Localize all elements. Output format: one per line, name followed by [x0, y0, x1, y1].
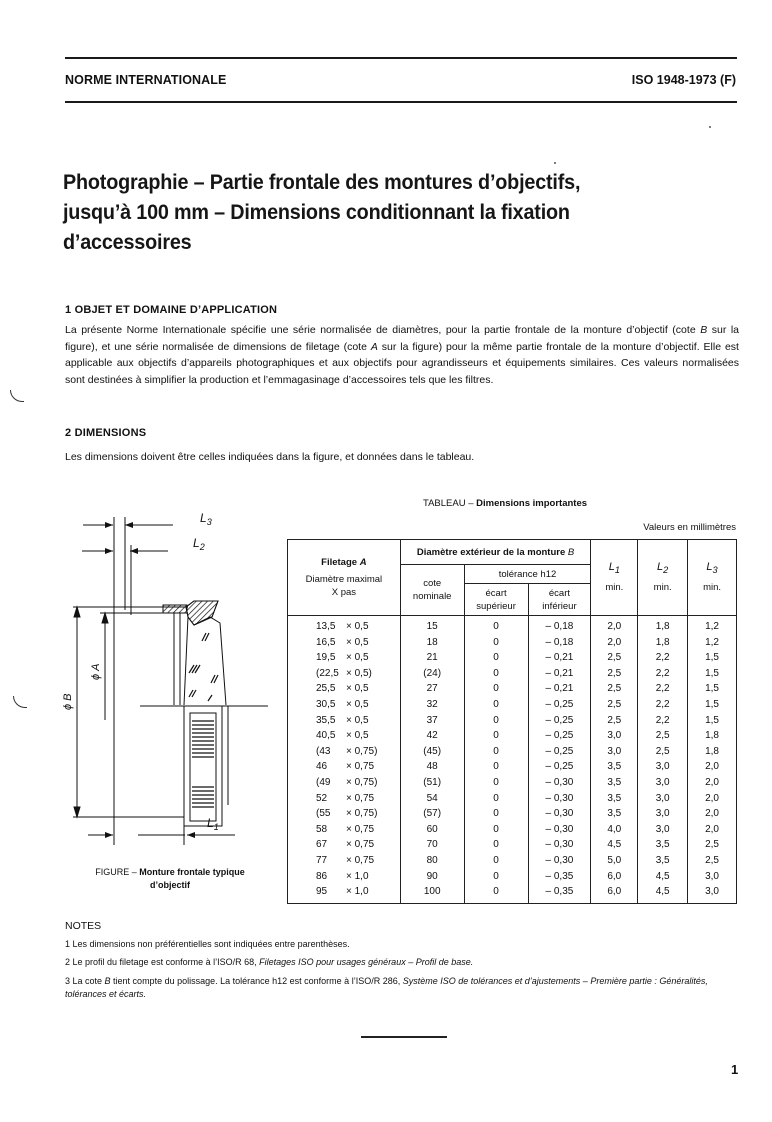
cell-l2: 3,0	[638, 759, 688, 775]
cell-inf: – 0,25	[528, 713, 591, 729]
table-row	[288, 837, 737, 853]
var-b: B	[700, 324, 708, 336]
cell-sup: 0	[464, 869, 528, 885]
label-phi-a: ϕ A	[90, 663, 102, 680]
cell-fil	[288, 869, 401, 885]
cell-cote: (45)	[400, 744, 464, 760]
cell-fil	[288, 884, 401, 903]
cell-fil	[288, 697, 401, 713]
cell-l1: 3,5	[591, 806, 638, 822]
cell-sup: 0	[464, 635, 528, 651]
cell-l1: 2,0	[591, 635, 638, 651]
section-1-paragraph	[65, 322, 739, 388]
text: tient compte du polissage. La tolérance h12 est conforme à l’ISO/R 286,	[110, 976, 403, 986]
text: Filetages ISO pour usages généraux – Profil de base.	[259, 957, 474, 967]
cell-l2: 3,5	[638, 853, 688, 869]
text: 2 Le profil du filetage est conforme à l’ISO/R 68,	[65, 957, 260, 967]
text: La présente Norme Internationale spécifie une série normalisée de diamètres, pour la partie frontale de la monture d’objectif (cote	[65, 324, 701, 336]
cell-l1: 6,0	[591, 884, 638, 903]
cell-fil	[288, 728, 401, 744]
cell-inf: – 0,25	[528, 697, 591, 713]
cell-cote: (24)	[400, 666, 464, 682]
cell-l3: 1,5	[688, 681, 737, 697]
cell-sup: 0	[464, 791, 528, 807]
col-ecart-inferieur: écart inférieur	[528, 584, 591, 616]
cell-l1: 3,0	[591, 744, 638, 760]
document-title	[63, 167, 689, 257]
cell-l3: 3,0	[688, 884, 737, 903]
col-ecart-superieur: écart supérieur	[464, 584, 528, 616]
cell-l2: 2,2	[638, 666, 688, 682]
section-2-heading: 2 DIMENSIONS	[65, 427, 147, 439]
cell-fil	[288, 681, 401, 697]
cell-sup: 0	[464, 775, 528, 791]
cell-l3: 2,0	[688, 791, 737, 807]
cell-inf: – 0,21	[528, 666, 591, 682]
cell-cote: 80	[400, 853, 464, 869]
thread-diameter: 77	[316, 854, 328, 866]
thread-pitch: × 0,5	[346, 698, 369, 710]
thread-diameter: 25,5	[316, 683, 336, 695]
table-row	[288, 869, 737, 885]
thread-diameter: 86	[316, 870, 328, 882]
cell-fil	[288, 713, 401, 729]
section-1-heading: 1 OBJET ET DOMAINE D’APPLICATION	[65, 304, 278, 316]
table-row	[288, 635, 737, 651]
cell-sup: 0	[464, 837, 528, 853]
cell-sup: 0	[464, 713, 528, 729]
cell-l3: 1,2	[688, 616, 737, 635]
cell-l3: 1,2	[688, 635, 737, 651]
cell-inf: – 0,25	[528, 759, 591, 775]
cell-l1: 2,0	[591, 616, 638, 635]
cell-l2: 3,5	[638, 837, 688, 853]
cell-l3: 1,8	[688, 744, 737, 760]
lens-mount-figure	[60, 505, 280, 845]
cell-l2: 2,5	[638, 728, 688, 744]
thread-diameter: 58	[316, 823, 328, 835]
note-2	[65, 956, 745, 969]
cell-l2: 4,5	[638, 884, 688, 903]
table-row	[288, 728, 737, 744]
thread-pitch: × 0,5	[346, 652, 369, 664]
cell-cote: 70	[400, 837, 464, 853]
cell-fil	[288, 822, 401, 838]
cell-l2: 1,8	[638, 616, 688, 635]
cell-l1: 4,0	[591, 822, 638, 838]
cell-l1: 6,0	[591, 869, 638, 885]
thread-diameter: 13,5	[316, 621, 336, 632]
cell-cote: 18	[400, 635, 464, 651]
thread-pitch: × 1,0	[346, 886, 369, 898]
cell-l2: 3,0	[638, 791, 688, 807]
cell-inf: – 0,30	[528, 853, 591, 869]
thread-pitch: × 0,75	[346, 839, 375, 851]
thread-pitch: × 0,5	[346, 683, 369, 695]
cell-l2: 2,2	[638, 713, 688, 729]
cell-fil	[288, 837, 401, 853]
cell-cote: 100	[400, 884, 464, 903]
thread-pitch: × 0,5	[346, 714, 369, 726]
table-row	[288, 853, 737, 869]
label-l1: $L_1$	[207, 816, 219, 832]
section-2-paragraph: Les dimensions doivent être celles indiquées dans la figure, et données dans le tableau.	[65, 451, 475, 463]
cell-sup: 0	[464, 759, 528, 775]
cell-cote: (51)	[400, 775, 464, 791]
cell-l1: 2,5	[591, 666, 638, 682]
cell-l3: 1,8	[688, 728, 737, 744]
cell-fil	[288, 635, 401, 651]
cell-inf: – 0,35	[528, 869, 591, 885]
cell-sup: 0	[464, 697, 528, 713]
col-group-tolerance: tolérance h12	[464, 565, 591, 584]
cell-sup: 0	[464, 853, 528, 869]
table-row	[288, 697, 737, 713]
cell-l1: 3,5	[591, 775, 638, 791]
cell-l3: 3,0	[688, 869, 737, 885]
cell-l3: 2,0	[688, 806, 737, 822]
cell-l2: 3,0	[638, 806, 688, 822]
thread-diameter: 40,5	[316, 730, 336, 742]
cell-fil	[288, 791, 401, 807]
thread-pitch: × 0,75	[346, 761, 375, 773]
cell-fil	[288, 666, 401, 682]
text: TABLEAU –	[423, 498, 477, 509]
table-row	[288, 616, 737, 635]
footnote-rule	[361, 1036, 447, 1038]
thread-pitch: × 0,75	[346, 854, 375, 866]
text: FIGURE –	[95, 867, 140, 877]
cell-inf: – 0,21	[528, 681, 591, 697]
table-row	[288, 666, 737, 682]
thread-diameter: (22,5	[316, 667, 339, 679]
label-phi-b: ϕ B	[62, 693, 74, 710]
thread-pitch: × 0,75	[346, 823, 375, 835]
cell-cote: (57)	[400, 806, 464, 822]
cell-cote: 37	[400, 713, 464, 729]
cell-l2: 2,2	[638, 650, 688, 666]
table-row	[288, 806, 737, 822]
cell-inf: – 0,30	[528, 822, 591, 838]
figure-caption	[70, 866, 270, 892]
cell-sup: 0	[464, 728, 528, 744]
cell-cote: 27	[400, 681, 464, 697]
dimensions-table	[287, 539, 737, 904]
cell-l1: 5,0	[591, 853, 638, 869]
cell-inf: – 0,30	[528, 775, 591, 791]
thread-diameter: 30,5	[316, 698, 336, 710]
note-1: 1 Les dimensions non préférentielles sont indiquées entre parenthèses.	[65, 939, 350, 949]
cell-l1: 2,5	[591, 713, 638, 729]
text: Dimensions importantes	[476, 498, 588, 509]
cell-cote: 54	[400, 791, 464, 807]
title-line-1: Photographie – Partie frontale des montures d’objectifs,	[63, 170, 581, 194]
header-bottom-rule	[65, 101, 737, 103]
cell-cote: 48	[400, 759, 464, 775]
cell-inf: – 0,18	[528, 635, 591, 651]
title-line-3: d’accessoires	[63, 230, 192, 254]
thread-diameter: (49	[316, 776, 331, 788]
cell-cote: 21	[400, 650, 464, 666]
cell-sup: 0	[464, 806, 528, 822]
cell-fil	[288, 744, 401, 760]
cell-sup: 0	[464, 650, 528, 666]
cell-cote: 42	[400, 728, 464, 744]
cell-l3: 1,5	[688, 713, 737, 729]
cell-sup: 0	[464, 616, 528, 635]
cell-fil	[288, 616, 401, 635]
thread-pitch: × 0,75)	[346, 776, 378, 788]
cell-inf: – 0,25	[528, 744, 591, 760]
cell-sup: 0	[464, 744, 528, 760]
cell-inf: – 0,35	[528, 884, 591, 903]
thread-diameter: 67	[316, 839, 328, 851]
cell-l2: 3,0	[638, 775, 688, 791]
cell-cote: 90	[400, 869, 464, 885]
cell-l2: 3,0	[638, 822, 688, 838]
col-l1: $L_1$ min.	[591, 540, 638, 616]
cell-l1: 2,5	[591, 697, 638, 713]
cell-l2: 1,8	[638, 635, 688, 651]
var-b: B	[104, 976, 111, 986]
cell-fil	[288, 806, 401, 822]
cell-fil	[288, 853, 401, 869]
cell-cote: 15	[400, 616, 464, 635]
label-l3: $L_3$	[200, 511, 212, 527]
notes-heading: NOTES	[65, 920, 102, 932]
table-row	[288, 650, 737, 666]
cell-l1: 2,5	[591, 681, 638, 697]
scan-speck	[554, 162, 556, 164]
cell-l1: 2,5	[591, 650, 638, 666]
cell-fil	[288, 650, 401, 666]
table-row	[288, 884, 737, 903]
cell-l1: 4,5	[591, 837, 638, 853]
cell-l1: 3,5	[591, 759, 638, 775]
cell-inf: – 0,30	[528, 791, 591, 807]
thread-pitch: × 0,75	[346, 792, 375, 804]
text: Système ISO de tolérances et d’ajustements – Première partie : Généralités, tolérances et écarts.	[65, 976, 708, 999]
cell-l3: 1,5	[688, 650, 737, 666]
thread-diameter: 16,5	[316, 636, 336, 648]
cell-l2: 2,2	[638, 697, 688, 713]
table-units: Valeurs en millimètres	[643, 522, 736, 533]
text: 3 La cote	[65, 976, 105, 986]
thread-pitch: × 0,5	[346, 636, 369, 648]
cell-sup: 0	[464, 822, 528, 838]
cell-l3: 2,0	[688, 775, 737, 791]
cell-l3: 2,0	[688, 822, 737, 838]
header-standard-type: NORME INTERNATIONALE	[65, 73, 227, 87]
cell-sup: 0	[464, 884, 528, 903]
thread-pitch: × 0,5	[346, 730, 369, 742]
title-line-2: jusqu’à 100 mm – Dimensions conditionnant la fixation	[63, 200, 570, 224]
page-number: 1	[731, 1062, 739, 1077]
var-a: A	[370, 340, 378, 353]
cell-fil	[288, 775, 401, 791]
cell-l3: 2,0	[688, 759, 737, 775]
thread-pitch: × 0,75)	[346, 808, 378, 820]
col-l3: $L_3$ min.	[688, 540, 737, 616]
margin-scan-mark	[13, 696, 27, 708]
cell-l3: 1,5	[688, 697, 737, 713]
cell-l1: 3,5	[591, 791, 638, 807]
table-caption	[423, 498, 587, 509]
table-row	[288, 744, 737, 760]
thread-diameter: 46	[316, 761, 328, 773]
col-l2: $L_2$ min.	[638, 540, 688, 616]
margin-scan-mark	[10, 390, 24, 402]
col-filetage: Filetage A Diamètre maximal X pas	[288, 540, 401, 616]
thread-diameter: 35,5	[316, 714, 336, 726]
text: sur la figure), et une série normalisée de dimensions de filetage (cote	[65, 324, 740, 353]
header-standard-number: ISO 1948-1973 (F)	[631, 73, 736, 87]
table-row	[288, 791, 737, 807]
thread-pitch: × 0,5)	[346, 667, 372, 679]
note-3	[65, 975, 745, 1001]
table-row	[288, 822, 737, 838]
scan-speck	[709, 126, 711, 128]
cell-l1: 3,0	[591, 728, 638, 744]
text: sur la figure) pour la même partie frontale de la monture d’objectif. Elle est applicable aux objectifs d’appareils photographiques et aux objectifs pour agrandisseurs et équipements similaires. Ces valeurs normalisées sont destinées à simplifier la production et l’emmagasinage d’accessoires tels que les filtres.	[65, 340, 739, 386]
col-cote-nominale: cote nominale	[400, 565, 464, 616]
table-row	[288, 713, 737, 729]
cell-l3: 2,5	[688, 837, 737, 853]
table-row	[288, 775, 737, 791]
cell-cote: 60	[400, 822, 464, 838]
table-row	[288, 759, 737, 775]
cell-inf: – 0,21	[528, 650, 591, 666]
thread-pitch: × 0,75)	[346, 745, 378, 757]
cell-l2: 4,5	[638, 869, 688, 885]
cell-inf: – 0,30	[528, 806, 591, 822]
thread-diameter: (43	[316, 745, 331, 757]
thread-diameter: (55	[316, 808, 331, 820]
thread-diameter: 95	[316, 886, 328, 898]
cell-inf: – 0,18	[528, 616, 591, 635]
cell-inf: – 0,25	[528, 728, 591, 744]
label-l2: $L_2$	[193, 536, 205, 552]
cell-l3: 2,5	[688, 853, 737, 869]
thread-pitch: × 1,0	[346, 870, 369, 882]
col-group-diam-ext: Diamètre extérieur de la monture B	[400, 540, 591, 565]
thread-diameter: 19,5	[316, 652, 336, 664]
cell-fil	[288, 759, 401, 775]
text: d’objectif	[150, 880, 190, 890]
thread-diameter: 52	[316, 792, 328, 804]
cell-inf: – 0,30	[528, 837, 591, 853]
cell-sup: 0	[464, 666, 528, 682]
thread-pitch: × 0,5	[346, 621, 369, 632]
text: Monture frontale typique	[139, 867, 245, 877]
cell-cote: 32	[400, 697, 464, 713]
cell-l2: 2,5	[638, 744, 688, 760]
table-row	[288, 681, 737, 697]
cell-l2: 2,2	[638, 681, 688, 697]
cell-sup: 0	[464, 681, 528, 697]
cell-l3: 1,5	[688, 666, 737, 682]
header-top-rule	[65, 57, 737, 59]
